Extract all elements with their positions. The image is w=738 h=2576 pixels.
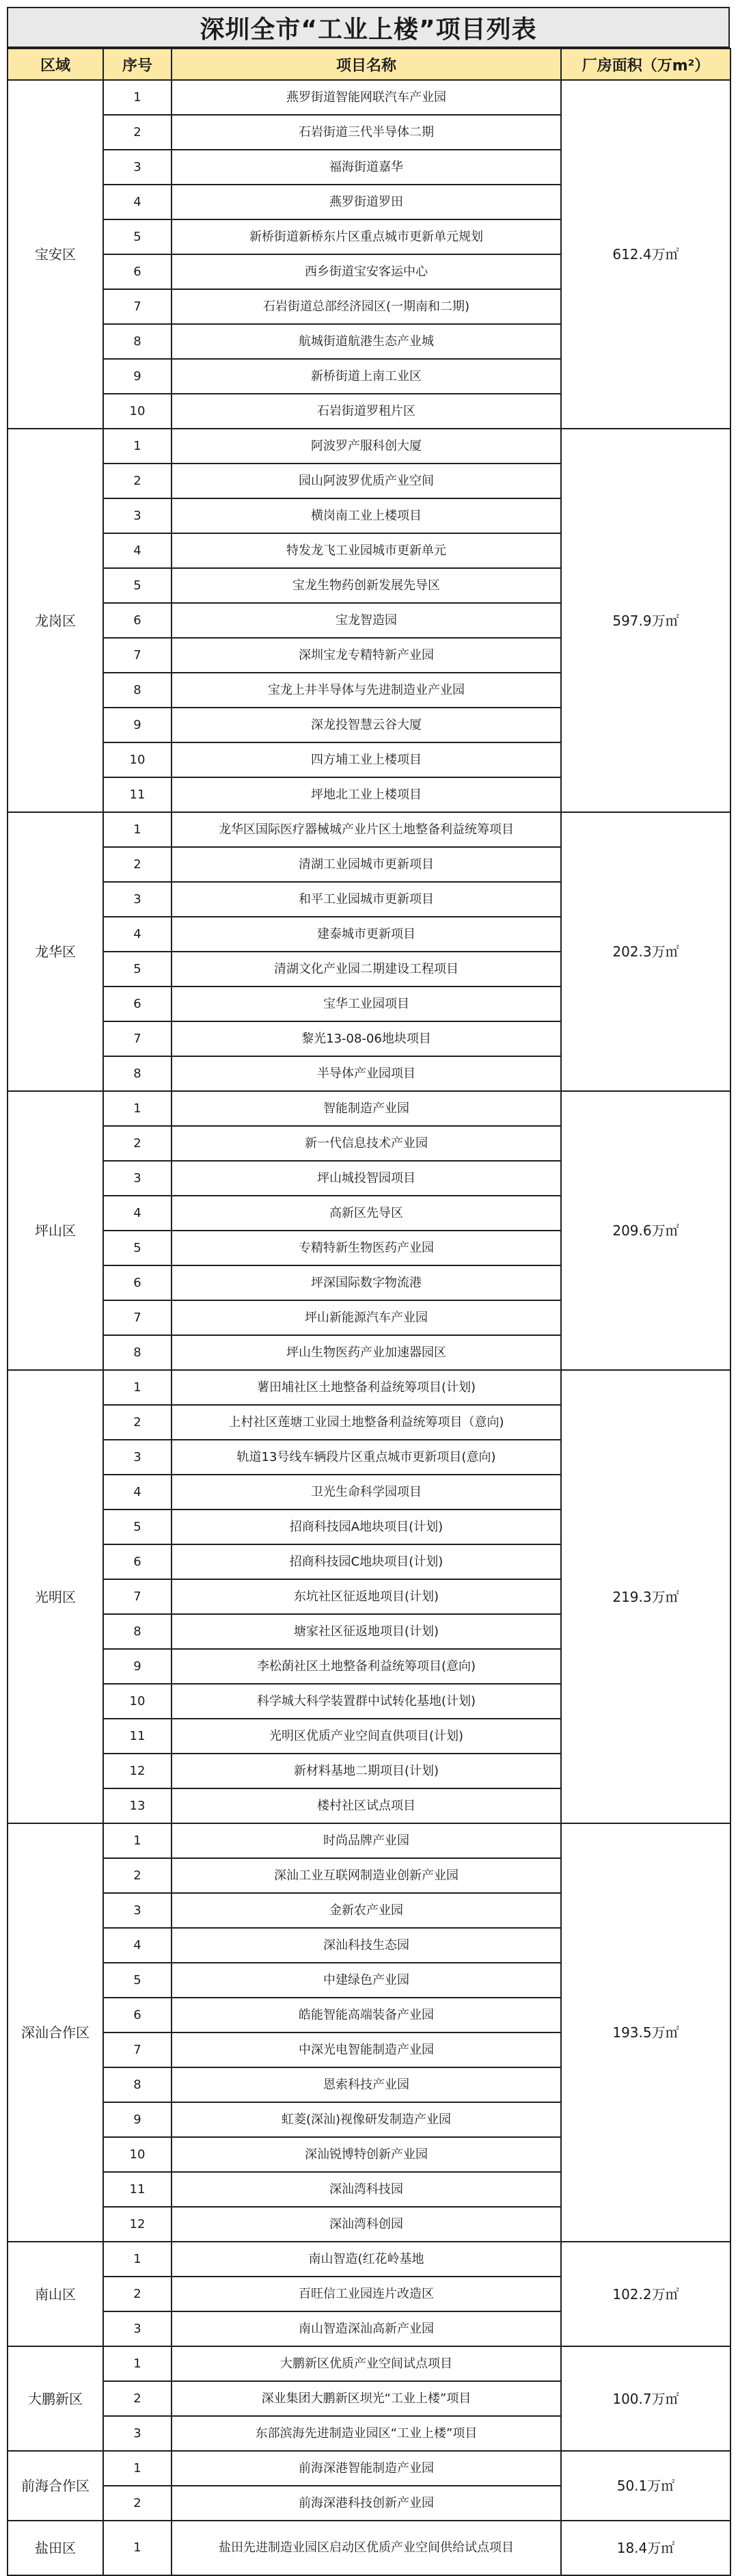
region-cell: 宝安区 — [8, 80, 103, 429]
table-row — [8, 80, 730, 115]
project-name-cell: 皓能智能高端装备产业园 — [172, 1998, 561, 2032]
project-name-cell: 宝龙上井半导体与先进制造业产业园 — [172, 673, 561, 708]
project-number-cell: 8 — [103, 2067, 172, 2102]
project-name-cell: 塘家社区征返地项目(计划) — [172, 1614, 561, 1649]
project-name-cell: 薯田埔社区土地整备利益统筹项目(计划) — [172, 1370, 561, 1405]
project-name-cell: 李松蓢社区土地整备利益统筹项目(意向) — [172, 1649, 561, 1684]
project-name-cell: 盐田先进制造业园区启动区优质产业空间供给试点项目 — [172, 2521, 561, 2575]
project-number-cell: 3 — [103, 2311, 172, 2346]
project-number-cell: 7 — [103, 1021, 172, 1056]
project-number-cell: 2 — [103, 1126, 172, 1161]
project-number-cell: 1 — [103, 2346, 172, 2381]
header-row — [8, 49, 730, 80]
project-name-cell: 深业集团大鹏新区坝光“工业上楼”项目 — [172, 2381, 561, 2416]
project-name-cell: 石岩街道总部经济园区(一期南和二期) — [172, 289, 561, 324]
table-row — [8, 2451, 730, 2486]
project-name-cell: 新桥街道上南工业区 — [172, 359, 561, 394]
project-number-cell: 3 — [103, 1893, 172, 1928]
project-number-cell: 3 — [103, 882, 172, 917]
project-name-cell: 新材料基地二期项目(计划) — [172, 1754, 561, 1788]
project-number-cell: 1 — [103, 2242, 172, 2277]
project-name-cell: 坪山新能源汽车产业园 — [172, 1300, 561, 1335]
project-number-cell: 2 — [103, 2486, 172, 2521]
project-number-cell: 10 — [103, 742, 172, 777]
region-cell: 前海合作区 — [8, 2451, 103, 2521]
project-name-cell: 燕罗街道罗田 — [172, 185, 561, 219]
project-name-cell: 半导体产业园项目 — [172, 1056, 561, 1091]
project-name-cell: 招商科技园A地块项目(计划) — [172, 1510, 561, 1544]
project-name-cell: 西乡街道宝安客运中心 — [172, 254, 561, 289]
project-number-cell: 6 — [103, 1265, 172, 1300]
project-name-cell: 虹菱(深汕)视像研发制造产业园 — [172, 2102, 561, 2137]
table-body — [8, 80, 730, 2575]
project-number-cell: 13 — [103, 1788, 172, 1823]
table-row — [8, 2242, 730, 2277]
project-name-cell: 楼村社区试点项目 — [172, 1788, 561, 1823]
project-number-cell: 11 — [103, 777, 172, 812]
project-number-cell: 1 — [103, 2451, 172, 2486]
header-region: 区域 — [8, 49, 103, 80]
project-number-cell: 7 — [103, 638, 172, 673]
area-cell: 193.5万㎡ — [561, 1823, 730, 2242]
project-number-cell: 2 — [103, 2381, 172, 2416]
project-number-cell: 7 — [103, 2032, 172, 2067]
project-name-cell: 新桥街道新桥东片区重点城市更新单元规划 — [172, 219, 561, 254]
project-name-cell: 和平工业园城市更新项目 — [172, 882, 561, 917]
project-name-cell: 深龙投智慧云谷大厦 — [172, 708, 561, 742]
area-cell: 209.6万㎡ — [561, 1091, 730, 1370]
project-number-cell: 10 — [103, 2137, 172, 2172]
project-name-cell: 坪深国际数字物流港 — [172, 1265, 561, 1300]
project-name-cell: 宝龙智造园 — [172, 603, 561, 638]
project-name-cell: 坪地北工业上楼项目 — [172, 777, 561, 812]
area-cell: 597.9万㎡ — [561, 429, 730, 812]
project-name-cell: 科学城大科学装置群中试转化基地(计划) — [172, 1684, 561, 1719]
project-name-cell: 黎光13-08-06地块项目 — [172, 1021, 561, 1056]
project-name-cell: 燕罗街道智能网联汽车产业园 — [172, 80, 561, 115]
project-number-cell: 2 — [103, 115, 172, 150]
project-number-cell: 10 — [103, 1684, 172, 1719]
project-number-cell: 2 — [103, 1858, 172, 1893]
project-name-cell: 恩索科技产业园 — [172, 2067, 561, 2102]
project-number-cell: 8 — [103, 324, 172, 359]
region-cell: 龙华区 — [8, 812, 103, 1091]
project-number-cell: 5 — [103, 952, 172, 987]
project-name-cell: 新一代信息技术产业园 — [172, 1126, 561, 1161]
project-name-cell: 特发龙飞工业园城市更新单元 — [172, 533, 561, 568]
project-number-cell: 9 — [103, 359, 172, 394]
table-row — [8, 1091, 730, 1126]
project-number-cell: 10 — [103, 394, 172, 429]
area-cell: 50.1万㎡ — [561, 2451, 730, 2521]
project-name-cell: 深汕湾科技园 — [172, 2172, 561, 2207]
project-number-cell: 9 — [103, 1649, 172, 1684]
project-number-cell: 8 — [103, 1335, 172, 1370]
project-name-cell: 深汕科技生态园 — [172, 1928, 561, 1963]
project-name-cell: 智能制造产业园 — [172, 1091, 561, 1126]
project-name-cell: 清湖工业园城市更新项目 — [172, 847, 561, 882]
project-number-cell: 8 — [103, 673, 172, 708]
project-name-cell: 卫光生命科学园项目 — [172, 1475, 561, 1510]
project-number-cell: 1 — [103, 1823, 172, 1858]
project-number-cell: 6 — [103, 1998, 172, 2032]
project-number-cell: 6 — [103, 254, 172, 289]
region-cell: 龙岗区 — [8, 429, 103, 812]
project-name-cell: 清湖文化产业园二期建设工程项目 — [172, 952, 561, 987]
project-number-cell: 11 — [103, 2172, 172, 2207]
project-name-cell: 中深光电智能制造产业园 — [172, 2032, 561, 2067]
project-number-cell: 4 — [103, 185, 172, 219]
project-number-cell: 1 — [103, 429, 172, 464]
project-number-cell: 2 — [103, 847, 172, 882]
area-cell: 100.7万㎡ — [561, 2346, 730, 2451]
project-number-cell: 5 — [103, 568, 172, 603]
project-name-cell: 横岗南工业上楼项目 — [172, 498, 561, 533]
project-name-cell: 轨道13号线车辆段片区重点城市更新项目(意向) — [172, 1440, 561, 1475]
table-row — [8, 429, 730, 464]
project-number-cell: 5 — [103, 219, 172, 254]
project-name-cell: 福海街道嘉华 — [172, 150, 561, 185]
project-name-cell: 南山智造深汕高新产业园 — [172, 2311, 561, 2346]
project-name-cell: 光明区优质产业空间直供项目(计划) — [172, 1719, 561, 1754]
project-number-cell: 2 — [103, 2277, 172, 2311]
project-number-cell: 1 — [103, 2521, 172, 2575]
table-row — [8, 2521, 730, 2575]
project-name-cell: 深汕锐博特创新产业园 — [172, 2137, 561, 2172]
project-name-cell: 深汕湾科创园 — [172, 2207, 561, 2242]
project-name-cell: 宝华工业园项目 — [172, 987, 561, 1021]
project-name-cell: 建泰城市更新项目 — [172, 917, 561, 952]
project-number-cell: 7 — [103, 1579, 172, 1614]
project-name-cell: 东坑社区征返地项目(计划) — [172, 1579, 561, 1614]
project-sheet — [7, 7, 730, 2576]
project-name-cell: 宝龙生物药创新发展先导区 — [172, 568, 561, 603]
project-name-cell: 航城街道航港生态产业城 — [172, 324, 561, 359]
project-number-cell: 7 — [103, 1300, 172, 1335]
table-row — [8, 1823, 730, 1858]
page-title: 深圳全市“工业上楼”项目列表 — [7, 7, 730, 48]
project-name-cell: 坪山城投智园项目 — [172, 1161, 561, 1196]
project-number-cell: 3 — [103, 2416, 172, 2451]
project-number-cell: 8 — [103, 1614, 172, 1649]
project-name-cell: 大鹏新区优质产业空间试点项目 — [172, 2346, 561, 2381]
project-number-cell: 5 — [103, 1510, 172, 1544]
project-name-cell: 专精特新生物医药产业园 — [172, 1231, 561, 1265]
area-cell: 219.3万㎡ — [561, 1370, 730, 1823]
area-cell: 18.4万㎡ — [561, 2521, 730, 2575]
table-row — [8, 1370, 730, 1405]
project-number-cell: 3 — [103, 1161, 172, 1196]
project-name-cell: 百旺信工业园连片改造区 — [172, 2277, 561, 2311]
project-number-cell: 1 — [103, 80, 172, 115]
project-number-cell: 6 — [103, 1544, 172, 1579]
project-number-cell: 2 — [103, 1405, 172, 1440]
project-name-cell: 招商科技园C地块项目(计划) — [172, 1544, 561, 1579]
region-cell: 坪山区 — [8, 1091, 103, 1370]
project-number-cell: 12 — [103, 1754, 172, 1788]
project-number-cell: 9 — [103, 708, 172, 742]
project-number-cell: 4 — [103, 1928, 172, 1963]
project-number-cell: 4 — [103, 917, 172, 952]
project-number-cell: 3 — [103, 498, 172, 533]
project-name-cell: 高新区先导区 — [172, 1196, 561, 1231]
project-name-cell: 龙华区国际医疗器械城产业片区土地整备利益统筹项目 — [172, 812, 561, 847]
project-name-cell: 石岩街道三代半导体二期 — [172, 115, 561, 150]
project-number-cell: 4 — [103, 1475, 172, 1510]
table-row — [8, 812, 730, 847]
project-number-cell: 9 — [103, 2102, 172, 2137]
header-name: 项目名称 — [172, 49, 561, 80]
project-number-cell: 4 — [103, 1196, 172, 1231]
region-cell: 大鹏新区 — [8, 2346, 103, 2451]
region-cell: 深汕合作区 — [8, 1823, 103, 2242]
project-name-cell: 四方埔工业上楼项目 — [172, 742, 561, 777]
project-number-cell: 6 — [103, 987, 172, 1021]
project-number-cell: 5 — [103, 1231, 172, 1265]
project-number-cell: 3 — [103, 1440, 172, 1475]
header-no: 序号 — [103, 49, 172, 80]
region-cell: 光明区 — [8, 1370, 103, 1823]
project-number-cell: 7 — [103, 289, 172, 324]
region-cell: 南山区 — [8, 2242, 103, 2346]
project-name-cell: 阿波罗产服科创大厦 — [172, 429, 561, 464]
area-cell: 202.3万㎡ — [561, 812, 730, 1091]
table-row — [8, 2346, 730, 2381]
project-name-cell: 中建绿色产业园 — [172, 1963, 561, 1998]
project-number-cell: 8 — [103, 1056, 172, 1091]
project-name-cell: 前海深港智能制造产业园 — [172, 2451, 561, 2486]
project-number-cell: 12 — [103, 2207, 172, 2242]
project-number-cell: 1 — [103, 1370, 172, 1405]
project-name-cell: 深汕工业互联网制造业创新产业园 — [172, 1858, 561, 1893]
project-number-cell: 1 — [103, 1091, 172, 1126]
area-cell: 612.4万㎡ — [561, 80, 730, 429]
project-number-cell: 5 — [103, 1963, 172, 1998]
header-area: 厂房面积（万m²） — [561, 49, 730, 80]
project-name-cell: 上村社区莲塘工业园土地整备利益统筹项目（意向) — [172, 1405, 561, 1440]
project-name-cell: 金新农产业园 — [172, 1893, 561, 1928]
project-number-cell: 11 — [103, 1719, 172, 1754]
project-name-cell: 深圳宝龙专精特新产业园 — [172, 638, 561, 673]
project-name-cell: 园山阿波罗优质产业空间 — [172, 464, 561, 498]
project-name-cell: 坪山生物医药产业加速器园区 — [172, 1335, 561, 1370]
project-number-cell: 6 — [103, 603, 172, 638]
project-name-cell: 前海深港科技创新产业园 — [172, 2486, 561, 2521]
project-name-cell: 石岩街道罗租片区 — [172, 394, 561, 429]
area-cell: 102.2万㎡ — [561, 2242, 730, 2346]
project-name-cell: 东部滨海先进制造业园区“工业上楼”项目 — [172, 2416, 561, 2451]
project-number-cell: 4 — [103, 533, 172, 568]
project-number-cell: 3 — [103, 150, 172, 185]
region-cell: 盐田区 — [8, 2521, 103, 2575]
project-number-cell: 2 — [103, 464, 172, 498]
project-name-cell: 南山智造(红花岭基地 — [172, 2242, 561, 2277]
project-table — [7, 48, 731, 2576]
project-name-cell: 时尚品牌产业园 — [172, 1823, 561, 1858]
project-number-cell: 1 — [103, 812, 172, 847]
